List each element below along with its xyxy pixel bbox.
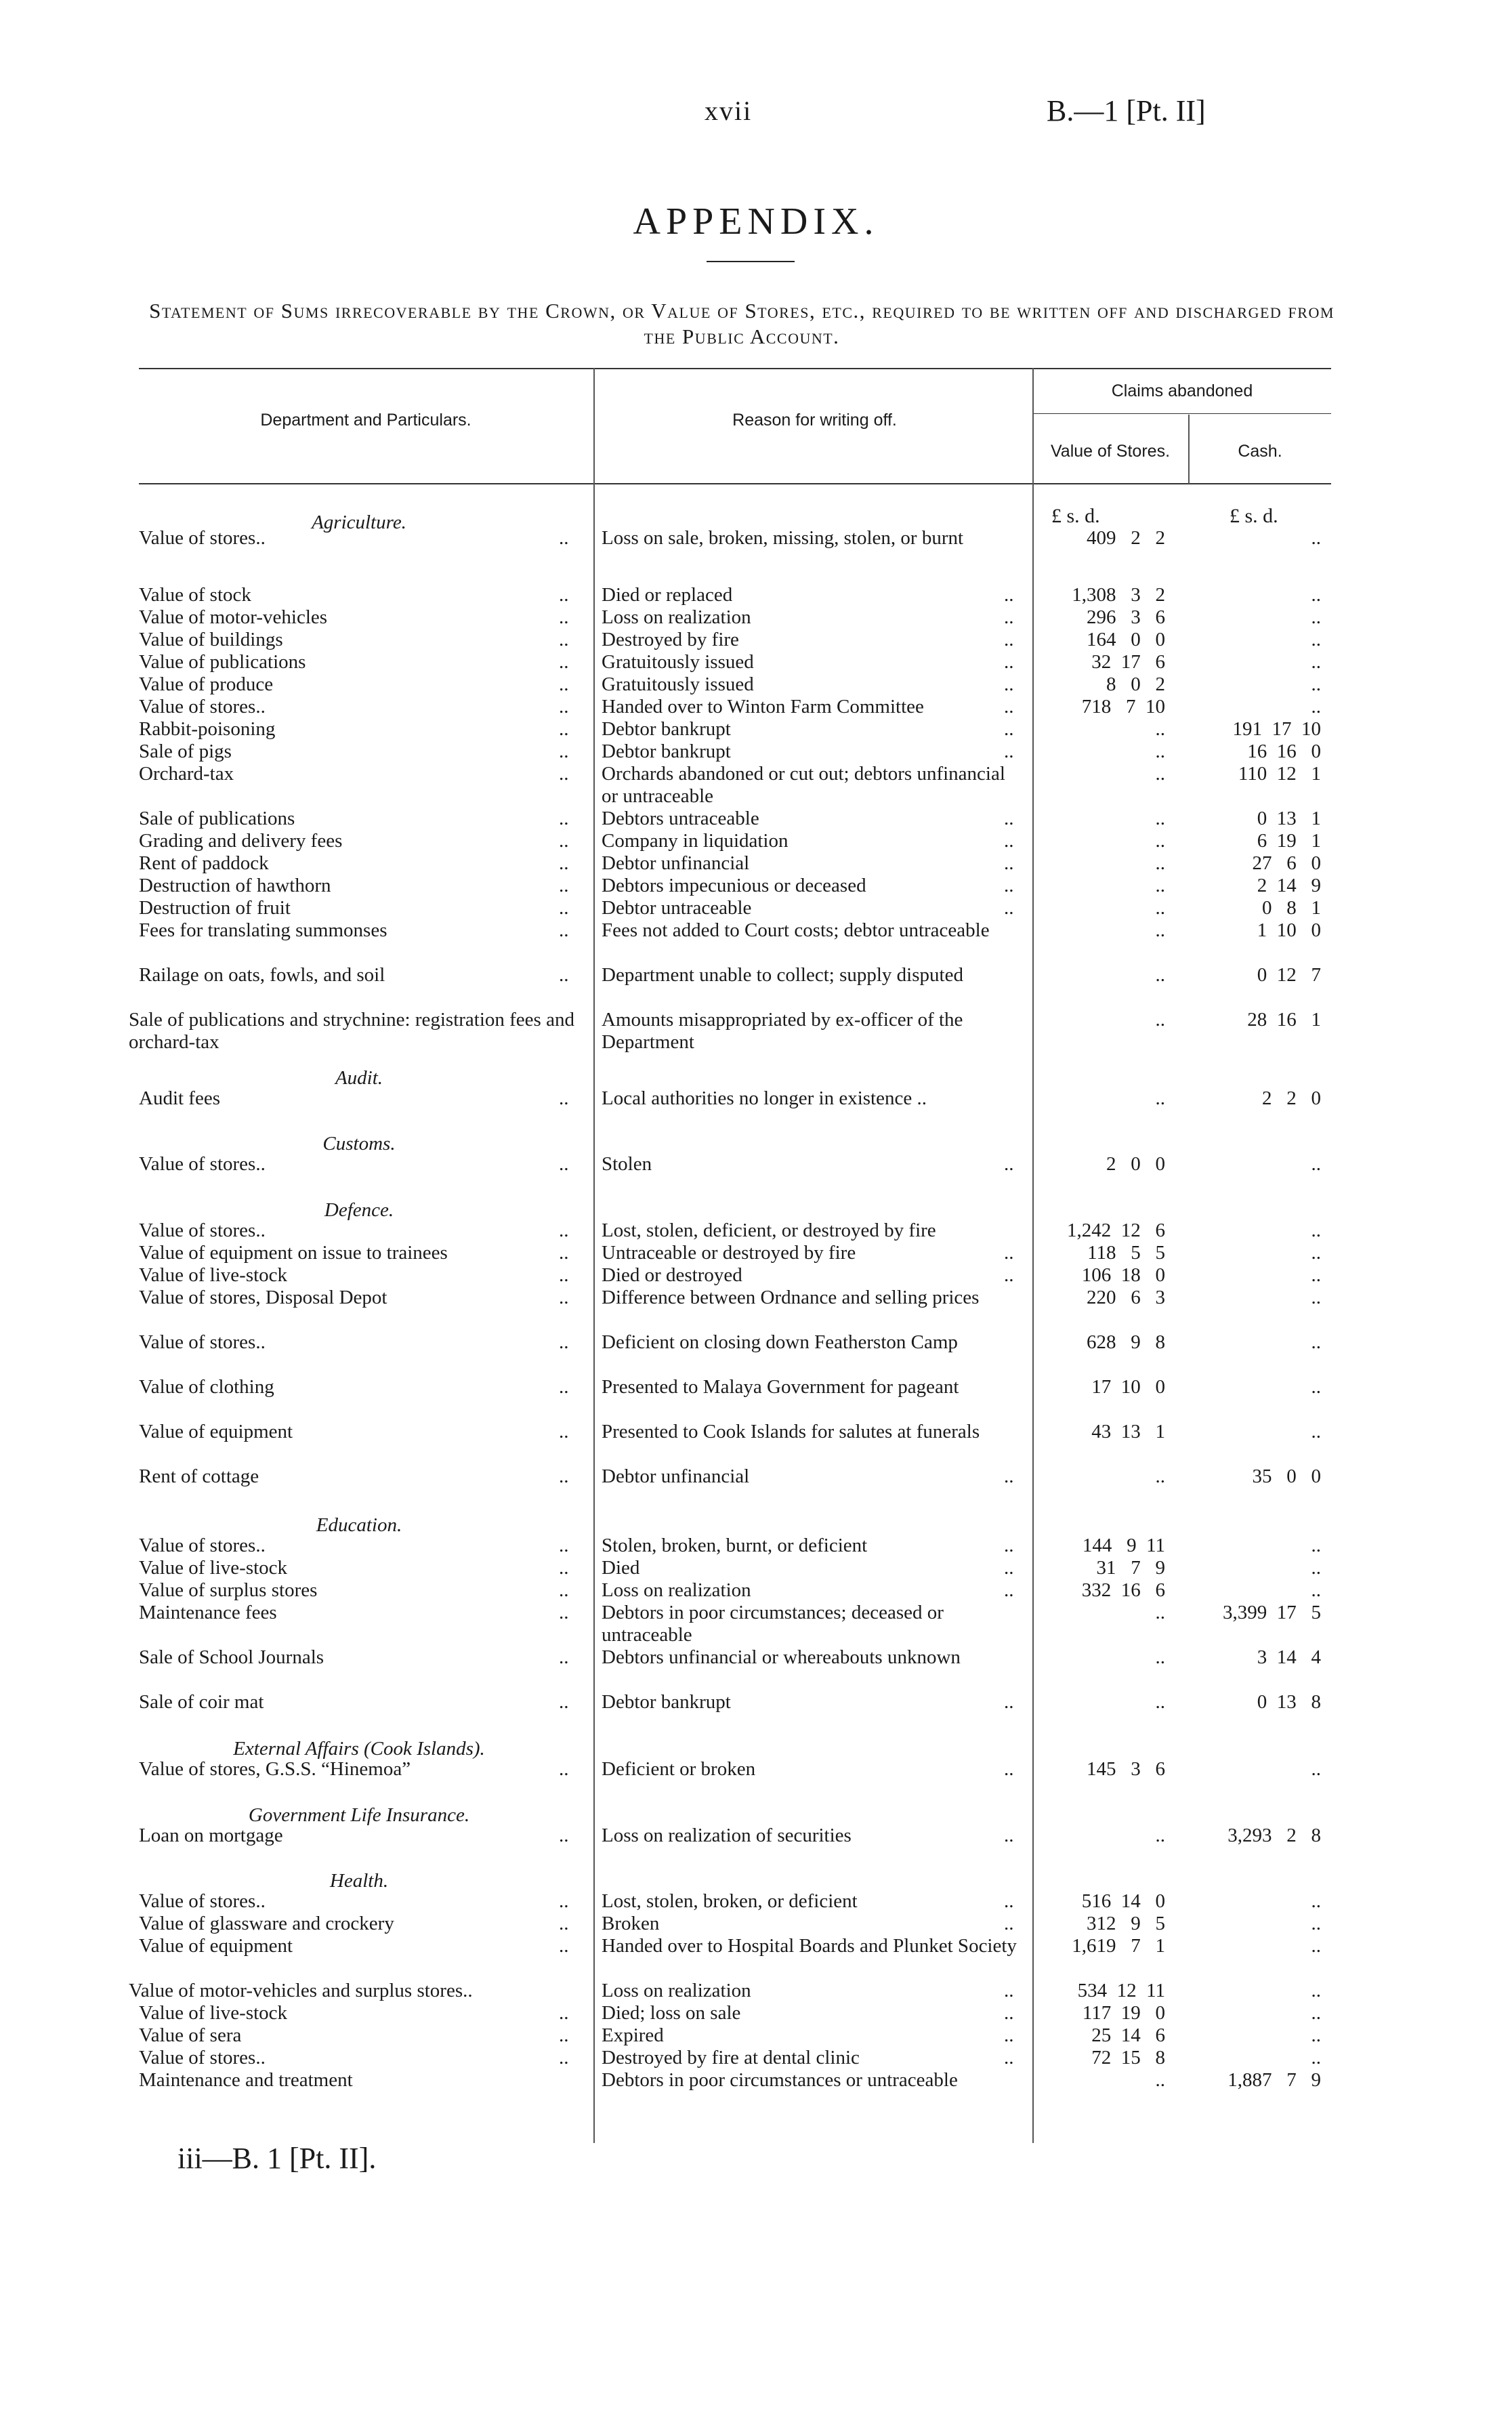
cash-value-cell: ..: [1311, 1242, 1321, 1264]
particulars-cell: Rent of cottage: [139, 1465, 259, 1487]
leader-dots: ..: [1004, 1691, 1014, 1713]
cash-value-cell: 0 13 1: [1257, 808, 1321, 829]
stores-value-cell: 117 19 0: [1082, 2002, 1165, 2024]
leader-dots: ..: [1004, 1758, 1014, 1780]
stores-value-cell: 332 16 6: [1081, 1579, 1165, 1601]
stores-value-cell: ..: [1155, 1602, 1165, 1623]
leader-dots: ..: [559, 964, 569, 986]
reason-cell: Lost, stolen, deficient, or destroyed by fire: [602, 1220, 936, 1241]
stores-value-cell: 106 18 0: [1081, 1264, 1165, 1286]
particulars-cell: Value of stores, Disposal Depot: [139, 1287, 387, 1308]
leader-dots: ..: [559, 897, 569, 919]
leader-dots: ..: [1004, 1242, 1014, 1264]
stores-value-cell: 1,619 7 1: [1072, 1935, 1165, 1957]
column-header-reason: Reason for writing off.: [732, 411, 897, 430]
section-heading: Defence.: [324, 1199, 394, 1221]
reason-cell: Broken: [602, 1913, 660, 1934]
leader-dots: ..: [559, 763, 569, 785]
particulars-cell: Value of stores..: [139, 1220, 266, 1241]
leader-dots: ..: [1004, 1153, 1014, 1175]
particulars-cell: Value of equipment: [139, 1935, 293, 1957]
particulars-cell: Orchard-tax: [139, 763, 234, 785]
reason-cell: Debtor bankrupt: [602, 741, 731, 762]
column-divider: [593, 368, 595, 2143]
section-heading: Health.: [329, 1870, 389, 1892]
stores-value-cell: ..: [1155, 2069, 1165, 2091]
reason-cell: Expired: [602, 2024, 664, 2046]
leader-dots: ..: [559, 1153, 569, 1175]
leader-dots: ..: [559, 1557, 569, 1579]
stores-value-cell: 8 0 2: [1106, 673, 1165, 695]
leader-dots: ..: [559, 673, 569, 695]
stores-value-cell: 296 3 6: [1087, 606, 1165, 628]
particulars-cell: Rent of paddock: [139, 852, 269, 874]
stores-value-cell: ..: [1155, 897, 1165, 919]
header-bottom-rule: [139, 483, 1331, 484]
leader-dots: ..: [559, 1935, 569, 1957]
leader-dots: ..: [559, 651, 569, 673]
particulars-cell: Value of live-stock: [139, 1557, 288, 1579]
stores-value-cell: ..: [1155, 1646, 1165, 1668]
stores-value-cell: ..: [1155, 830, 1165, 852]
stores-value-cell: ..: [1155, 741, 1165, 762]
document-reference: B.—1 [Pt. II]: [1047, 94, 1206, 127]
particulars-cell: Sale of pigs: [139, 741, 232, 762]
leader-dots: ..: [559, 1287, 569, 1308]
leader-dots: ..: [559, 696, 569, 718]
cash-value-cell: 191 17 10: [1232, 718, 1321, 740]
particulars-cell: Sale of School Journals: [139, 1646, 324, 1668]
stores-value-cell: ..: [1155, 919, 1165, 941]
reason-cell: Debtors in poor circumstances; deceased or untraceable: [602, 1602, 944, 1646]
stores-value-cell: 32 17 6: [1091, 651, 1165, 673]
section-heading: Agriculture.: [312, 512, 406, 533]
leader-dots: ..: [559, 1758, 569, 1780]
stores-value-cell: 145 3 6: [1087, 1758, 1165, 1780]
particulars-cell: Railage on oats, fowls, and soil: [139, 964, 385, 986]
leader-dots: ..: [559, 1579, 569, 1601]
cash-value-cell: ..: [1311, 1935, 1321, 1957]
leader-dots: ..: [1004, 629, 1014, 650]
leader-dots: ..: [559, 1376, 569, 1398]
particulars-cell: Value of motor-vehicles and surplus stores..: [129, 1980, 473, 2001]
cash-value-cell: ..: [1311, 1890, 1321, 1912]
reason-cell: Untraceable or destroyed by fire: [602, 1242, 856, 1264]
particulars-cell: Maintenance and treatment: [139, 2069, 353, 2091]
particulars-cell: Value of stores..: [139, 1535, 266, 1556]
leader-dots: ..: [1004, 1825, 1014, 1846]
reason-cell: Stolen: [602, 1153, 652, 1175]
leader-dots: ..: [1004, 852, 1014, 874]
particulars-cell: Audit fees: [139, 1087, 220, 1109]
stores-value-cell: 144 9 11: [1082, 1535, 1165, 1556]
reason-cell: Deficient or broken: [602, 1758, 756, 1780]
cash-value-cell: 28 16 1: [1247, 1009, 1321, 1031]
leader-dots: ..: [559, 1890, 569, 1912]
leader-dots: ..: [559, 808, 569, 829]
claims-rule: [1033, 413, 1331, 414]
leader-dots: ..: [1004, 651, 1014, 673]
cash-value-cell: ..: [1311, 2002, 1321, 2024]
stores-value-cell: ..: [1155, 1009, 1165, 1031]
section-heading: External Affairs (Cook Islands).: [233, 1738, 485, 1760]
reason-cell: Lost, stolen, broken, or deficient: [602, 1890, 858, 1912]
reason-cell: Deficient on closing down Featherston Camp: [602, 1331, 958, 1353]
reason-cell: Gratuitously issued: [602, 651, 754, 673]
reason-cell: Gratuitously issued: [602, 673, 754, 695]
reason-cell: Died or replaced: [602, 584, 733, 606]
leader-dots: ..: [559, 1331, 569, 1353]
reason-cell: Orchards abandoned or cut out; debtors unfinancial or untraceable: [602, 763, 1005, 807]
stores-value-cell: 72 15 8: [1091, 2047, 1165, 2068]
reason-cell: Company in liquidation: [602, 830, 789, 852]
leader-dots: ..: [1004, 718, 1014, 740]
section-heading: Education.: [316, 1514, 402, 1536]
stores-value-cell: 1,308 3 2: [1072, 584, 1165, 606]
cash-value-cell: ..: [1311, 1579, 1321, 1601]
leader-dots: ..: [1004, 584, 1014, 606]
stores-value-cell: ..: [1155, 1825, 1165, 1846]
cash-value-cell: ..: [1311, 696, 1321, 718]
particulars-cell: Value of stores..: [139, 1890, 266, 1912]
cash-value-cell: ..: [1311, 1758, 1321, 1780]
leader-dots: ..: [1004, 2047, 1014, 2068]
leader-dots: ..: [1004, 830, 1014, 852]
reason-cell: Debtors in poor circumstances or untraceable: [602, 2069, 958, 2091]
particulars-cell: Value of live-stock: [139, 2002, 288, 2024]
particulars-cell: Value of sera: [139, 2024, 242, 2046]
stores-value-cell: ..: [1155, 1465, 1165, 1487]
stores-value-cell: ..: [1155, 763, 1165, 785]
stores-value-cell: 312 9 5: [1087, 1913, 1165, 1934]
title-rule: [707, 261, 795, 262]
reason-cell: Debtor unfinancial: [602, 1465, 750, 1487]
particulars-cell: Sale of publications and strychnine: registration fees and orchard-tax: [129, 1009, 574, 1053]
cash-value-cell: ..: [1311, 1331, 1321, 1353]
reason-cell: Destroyed by fire: [602, 629, 739, 650]
cash-value-cell: 0 8 1: [1262, 897, 1321, 919]
reason-cell: Local authorities no longer in existence ..: [602, 1087, 927, 1109]
leader-dots: ..: [1004, 673, 1014, 695]
reason-cell: Loss on sale, broken, missing, stolen, or burnt: [602, 527, 964, 549]
reason-cell: Handed over to Winton Farm Committee: [602, 696, 924, 718]
reason-cell: Presented to Malaya Government for pageant: [602, 1376, 959, 1398]
cash-value-cell: ..: [1311, 527, 1321, 549]
leader-dots: ..: [559, 1913, 569, 1934]
leader-dots: ..: [1004, 808, 1014, 829]
currency-units-cash: £ s. d.: [1230, 505, 1278, 527]
particulars-cell: Grading and delivery fees: [139, 830, 343, 852]
statement-heading: Statement of Sums irrecoverable by the Crown, or Value of Stores, etc., required to be written off and discharged from the Public Account.: [149, 299, 1335, 348]
reason-cell: Debtors untraceable: [602, 808, 759, 829]
cash-value-cell: ..: [1311, 1220, 1321, 1241]
leader-dots: ..: [559, 852, 569, 874]
leader-dots: ..: [1004, 1465, 1014, 1487]
leader-dots: ..: [559, 1602, 569, 1623]
column-header-stores: Value of Stores.: [1050, 442, 1171, 461]
cash-value-cell: ..: [1311, 2047, 1321, 2068]
leader-dots: ..: [1004, 1913, 1014, 1934]
leader-dots: ..: [1004, 1264, 1014, 1286]
column-header-cash: Cash.: [1238, 442, 1282, 461]
leader-dots: ..: [559, 1421, 569, 1442]
reason-cell: Debtor bankrupt: [602, 1691, 731, 1713]
reason-cell: Department unable to collect; supply disputed: [602, 964, 963, 986]
stores-value-cell: 534 12 11: [1077, 1980, 1165, 2001]
leader-dots: ..: [559, 1264, 569, 1286]
cash-value-cell: 3 14 4: [1257, 1646, 1321, 1668]
leader-dots: ..: [559, 1825, 569, 1846]
leader-dots: ..: [559, 718, 569, 740]
leader-dots: ..: [1004, 2002, 1014, 2024]
leader-dots: ..: [1004, 1890, 1014, 1912]
stores-value-cell: 516 14 0: [1081, 1890, 1165, 1912]
reason-cell: Debtors unfinancial or whereabouts unknown: [602, 1646, 961, 1668]
leader-dots: ..: [1004, 1980, 1014, 2001]
cash-value-cell: ..: [1311, 1264, 1321, 1286]
cash-value-cell: 35 0 0: [1252, 1465, 1321, 1487]
leader-dots: ..: [1004, 696, 1014, 718]
particulars-cell: Value of stores..: [139, 1331, 266, 1353]
leader-dots: ..: [559, 875, 569, 896]
reason-cell: Died or destroyed: [602, 1264, 742, 1286]
column-divider: [1032, 368, 1034, 2143]
cash-value-cell: 0 12 7: [1257, 964, 1321, 986]
cash-value-cell: ..: [1311, 1913, 1321, 1934]
cash-value-cell: 1,887 7 9: [1227, 2069, 1321, 2091]
leader-dots: ..: [559, 584, 569, 606]
particulars-cell: Value of clothing: [139, 1376, 274, 1398]
particulars-cell: Sale of publications: [139, 808, 295, 829]
cash-value-cell: ..: [1311, 2024, 1321, 2046]
leader-dots: ..: [1004, 1579, 1014, 1601]
section-heading: Customs.: [322, 1133, 396, 1155]
particulars-cell: Value of stores, G.S.S. “Hinemoa”: [139, 1758, 411, 1780]
leader-dots: ..: [1004, 1535, 1014, 1556]
reason-cell: Debtor unfinancial: [602, 852, 750, 874]
reason-cell: Loss on realization of securities: [602, 1825, 852, 1846]
page-footer: iii—B. 1 [Pt. II].: [177, 2142, 377, 2175]
reason-cell: Debtor untraceable: [602, 897, 752, 919]
stores-value-cell: 220 6 3: [1087, 1287, 1165, 1308]
leader-dots: ..: [1004, 606, 1014, 628]
stores-value-cell: 25 14 6: [1091, 2024, 1165, 2046]
leader-dots: ..: [559, 629, 569, 650]
leader-dots: ..: [559, 1691, 569, 1713]
particulars-cell: Fees for translating summonses: [139, 919, 387, 941]
particulars-cell: Sale of coir mat: [139, 1691, 264, 1713]
reason-cell: Loss on realization: [602, 1980, 751, 2001]
leader-dots: ..: [1004, 741, 1014, 762]
stores-value-cell: 43 13 1: [1091, 1421, 1165, 1442]
cash-value-cell: ..: [1311, 1376, 1321, 1398]
cash-value-cell: 2 14 9: [1257, 875, 1321, 896]
currency-units-stores: £ s. d.: [1051, 505, 1100, 527]
reason-cell: Handed over to Hospital Boards and Plunket Society: [602, 1935, 1017, 1957]
cash-value-cell: 3,399 17 5: [1223, 1602, 1321, 1623]
leader-dots: ..: [559, 2047, 569, 2068]
particulars-cell: Value of surplus stores: [139, 1579, 318, 1601]
reason-cell: Debtors impecunious or deceased: [602, 875, 866, 896]
leader-dots: ..: [1004, 2024, 1014, 2046]
particulars-cell: Rabbit-poisoning: [139, 718, 276, 740]
cash-value-cell: ..: [1311, 629, 1321, 650]
leader-dots: ..: [559, 527, 569, 549]
cash-value-cell: ..: [1311, 1557, 1321, 1579]
stores-value-cell: ..: [1155, 1087, 1165, 1109]
particulars-cell: Value of equipment on issue to trainees: [139, 1242, 448, 1264]
stores-value-cell: 17 10 0: [1091, 1376, 1165, 1398]
cash-value-cell: ..: [1311, 651, 1321, 673]
column-header-department: Department and Particulars.: [260, 411, 471, 430]
cash-value-cell: ..: [1311, 584, 1321, 606]
page-title: APPENDIX.: [633, 201, 879, 243]
particulars-cell: Destruction of hawthorn: [139, 875, 331, 896]
leader-dots: ..: [559, 1220, 569, 1241]
particulars-cell: Value of produce: [139, 673, 274, 695]
section-heading: Government Life Insurance.: [248, 1804, 470, 1826]
stores-value-cell: ..: [1155, 852, 1165, 874]
leader-dots: ..: [559, 1242, 569, 1264]
particulars-cell: Value of live-stock: [139, 1264, 288, 1286]
stores-value-cell: ..: [1155, 1691, 1165, 1713]
stores-value-cell: 2 0 0: [1106, 1153, 1165, 1175]
leader-dots: ..: [559, 741, 569, 762]
stores-value-cell: ..: [1155, 718, 1165, 740]
particulars-cell: Value of stock: [139, 584, 251, 606]
stores-value-cell: 164 0 0: [1087, 629, 1165, 650]
stores-value-cell: 1,242 12 6: [1067, 1220, 1165, 1241]
reason-cell: Difference between Ordnance and selling prices: [602, 1287, 980, 1308]
leader-dots: ..: [1004, 1557, 1014, 1579]
stores-value-cell: ..: [1155, 875, 1165, 896]
leader-dots: ..: [559, 606, 569, 628]
leader-dots: ..: [559, 1087, 569, 1109]
leader-dots: ..: [559, 830, 569, 852]
particulars-cell: Loan on mortgage: [139, 1825, 283, 1846]
leader-dots: ..: [559, 919, 569, 941]
section-heading: Audit.: [335, 1067, 383, 1089]
reason-cell: Debtor bankrupt: [602, 718, 731, 740]
reason-cell: Fees not added to Court costs; debtor untraceable: [602, 919, 990, 941]
particulars-cell: Value of equipment: [139, 1421, 293, 1442]
table-top-rule: [139, 368, 1331, 369]
cash-value-cell: 27 6 0: [1252, 852, 1321, 874]
cash-value-cell: 2 2 0: [1262, 1087, 1321, 1109]
stores-value-cell: 409 2 2: [1087, 527, 1165, 549]
cash-value-cell: 0 13 8: [1257, 1691, 1321, 1713]
particulars-cell: Value of glassware and crockery: [139, 1913, 394, 1934]
cash-value-cell: ..: [1311, 1287, 1321, 1308]
page-number: xvii: [705, 96, 753, 126]
leader-dots: ..: [559, 1465, 569, 1487]
cash-value-cell: ..: [1311, 606, 1321, 628]
stores-value-cell: 718 7 10: [1081, 696, 1165, 718]
cash-value-cell: ..: [1311, 1153, 1321, 1175]
reason-cell: Amounts misappropriated by ex-officer of the Department: [602, 1009, 963, 1053]
particulars-cell: Value of publications: [139, 651, 306, 673]
leader-dots: ..: [559, 2002, 569, 2024]
reason-cell: Died; loss on sale: [602, 2002, 741, 2024]
reason-cell: Presented to Cook Islands for salutes at funerals: [602, 1421, 980, 1442]
particulars-cell: Maintenance fees: [139, 1602, 277, 1623]
cash-value-cell: 110 12 1: [1238, 763, 1321, 785]
stores-value-cell: 31 7 9: [1096, 1557, 1165, 1579]
particulars-cell: Value of stores..: [139, 1153, 266, 1175]
leader-dots: ..: [559, 1646, 569, 1668]
reason-cell: Loss on realization: [602, 1579, 751, 1601]
reason-cell: Loss on realization: [602, 606, 751, 628]
cash-value-cell: 1 10 0: [1257, 919, 1321, 941]
particulars-cell: Value of stores..: [139, 696, 266, 718]
stores-value-cell: 118 5 5: [1087, 1242, 1165, 1264]
cash-value-cell: 16 16 0: [1247, 741, 1321, 762]
cash-value-cell: ..: [1311, 1421, 1321, 1442]
particulars-cell: Value of buildings: [139, 629, 283, 650]
cash-value-cell: ..: [1311, 1980, 1321, 2001]
cash-value-cell: ..: [1311, 673, 1321, 695]
reason-cell: Died: [602, 1557, 640, 1579]
cash-value-cell: 3,293 2 8: [1227, 1825, 1321, 1846]
stores-value-cell: 628 9 8: [1087, 1331, 1165, 1353]
leader-dots: ..: [559, 1535, 569, 1556]
particulars-cell: Destruction of fruit: [139, 897, 291, 919]
particulars-cell: Value of stores..: [139, 527, 266, 549]
stores-value-cell: ..: [1155, 808, 1165, 829]
stores-value-cell: ..: [1155, 964, 1165, 986]
leader-dots: ..: [559, 2024, 569, 2046]
reason-cell: Stolen, broken, burnt, or deficient: [602, 1535, 868, 1556]
leader-dots: ..: [1004, 897, 1014, 919]
cash-value-cell: 6 19 1: [1257, 830, 1321, 852]
particulars-cell: Value of stores..: [139, 2047, 266, 2068]
cash-value-cell: ..: [1311, 1535, 1321, 1556]
particulars-cell: Value of motor-vehicles: [139, 606, 328, 628]
reason-cell: Destroyed by fire at dental clinic: [602, 2047, 860, 2068]
column-header-claims: Claims abandoned: [1111, 381, 1253, 400]
leader-dots: ..: [1004, 875, 1014, 896]
